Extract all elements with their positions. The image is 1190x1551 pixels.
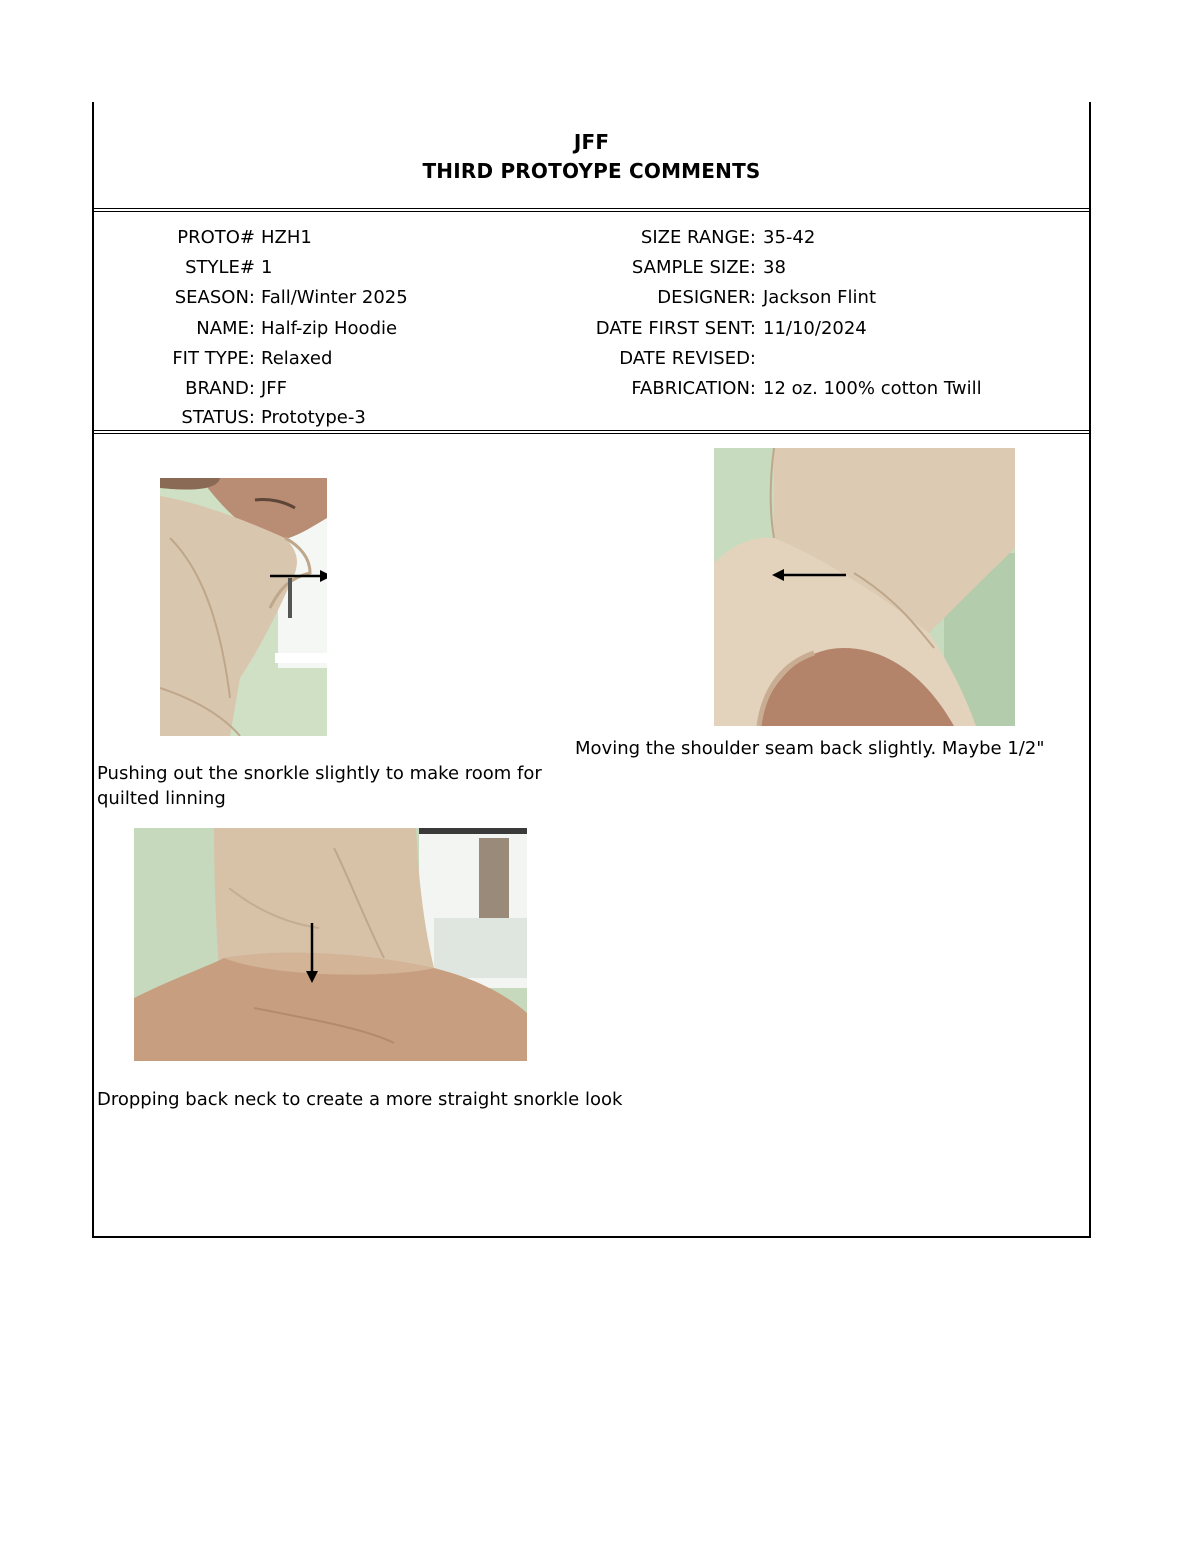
- detail-label: STATUS:: [181, 407, 255, 428]
- comment-sheet: [92, 102, 1091, 1238]
- detail-value: 11/10/2024: [763, 318, 867, 339]
- detail-label: STYLE#: [185, 257, 255, 278]
- page-title: THIRD PROTOYPE COMMENTS: [422, 159, 761, 183]
- photo-back-neck: [134, 828, 527, 1061]
- detail-label: SEASON:: [174, 287, 255, 308]
- detail-value: Relaxed: [261, 348, 333, 369]
- detail-label: DATE FIRST SENT:: [595, 318, 756, 339]
- detail-date-first-sent: [94, 316, 867, 342]
- detail-label: FIT TYPE:: [172, 348, 255, 369]
- detail-designer: [94, 285, 877, 311]
- detail-value: Prototype-3: [261, 407, 366, 428]
- detail-label: SIZE RANGE:: [640, 227, 756, 248]
- detail-status: [94, 405, 366, 431]
- detail-label: PROTO#: [177, 227, 255, 248]
- caption-shoulder-seam: Moving the shoulder seam back slightly. Maybe 1/2": [575, 738, 1045, 759]
- detail-label: SAMPLE SIZE:: [631, 257, 756, 278]
- photo-snorkel-collar: [160, 478, 327, 736]
- detail-label: DATE REVISED:: [619, 348, 756, 369]
- detail-date-revised: [94, 346, 756, 372]
- detail-sample-size: [94, 255, 786, 281]
- detail-label: DESIGNER:: [657, 287, 756, 308]
- brand-heading: JFF: [573, 130, 610, 154]
- detail-value: 35-42: [763, 227, 816, 248]
- caption-snorkel-line-1: Pushing out the snorkle slightly to make room for: [97, 763, 542, 784]
- detail-label: BRAND:: [185, 378, 255, 399]
- detail-value: Half-zip Hoodie: [261, 318, 398, 339]
- photo-shoulder-seam: [714, 448, 1015, 726]
- detail-value: Fall/Winter 2025: [261, 287, 408, 308]
- detail-fabrication: [94, 376, 982, 402]
- detail-value: HZH1: [261, 227, 312, 248]
- title-block: [94, 102, 1089, 212]
- detail-label: NAME:: [196, 318, 255, 339]
- detail-value: Jackson Flint: [763, 287, 877, 308]
- detail-value: 1: [261, 257, 273, 278]
- caption-back-neck: Dropping back neck to create a more straight snorkle look: [97, 1089, 623, 1110]
- details-block: [94, 213, 1089, 434]
- detail-value: JFF: [261, 378, 288, 399]
- detail-value: 12 oz. 100% cotton Twill: [763, 378, 982, 399]
- detail-value: 38: [763, 257, 786, 278]
- detail-size-range: [94, 225, 816, 251]
- caption-snorkel-line-2: quilted linning: [97, 788, 226, 809]
- detail-label: FABRICATION:: [631, 378, 756, 399]
